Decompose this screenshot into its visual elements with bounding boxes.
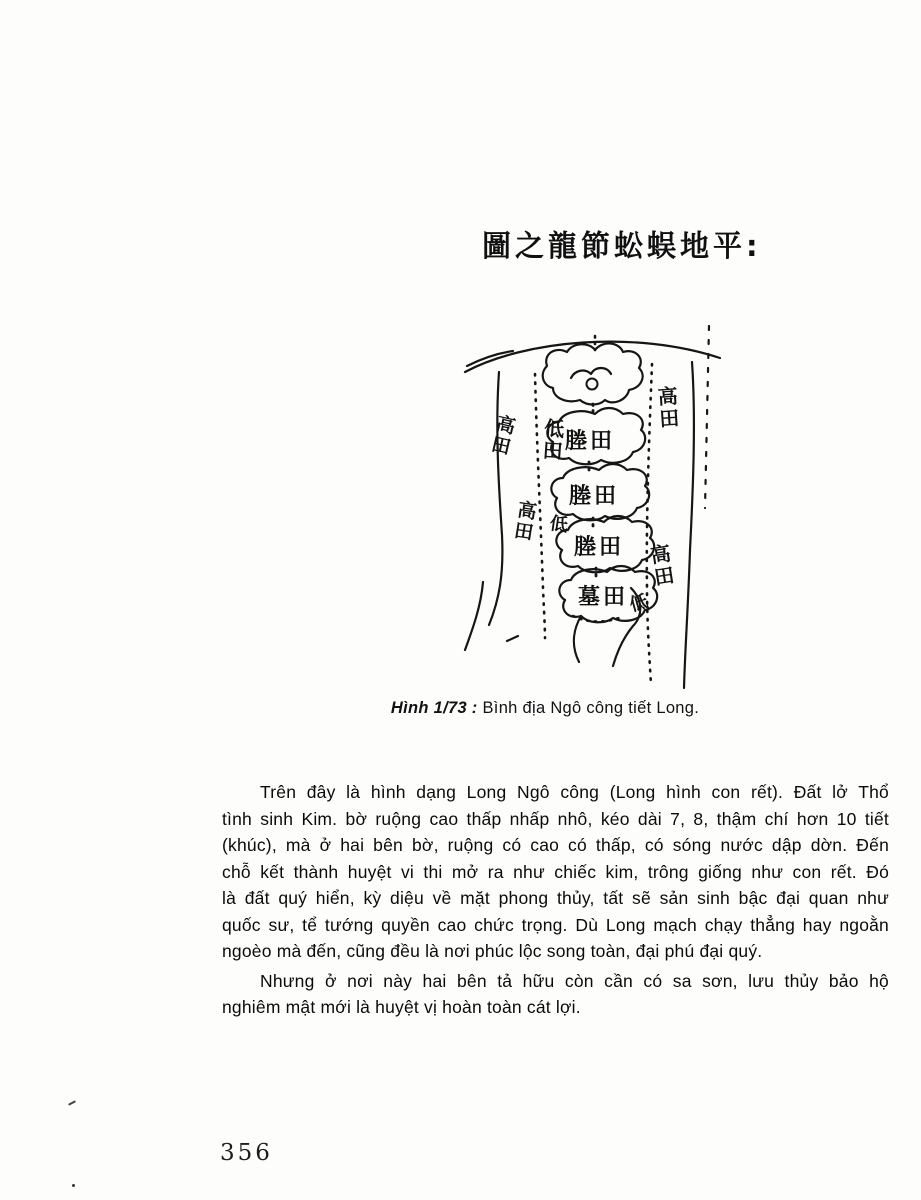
- body-text-line: là đất quý hiển, kỳ diệu về mặt phong thủy, tất sẽ sản sinh bậc đại quan như: [222, 888, 889, 908]
- field-label-high-right-bottom: 高田: [645, 542, 677, 590]
- body-text: [222, 779, 889, 1021]
- left-boundary-line: [489, 372, 502, 625]
- segment-label-3: 塍田: [574, 535, 625, 560]
- body-text-line: chỗ kết thành huyệt vi thi mở ra như chiếc kim, trông giống như con rết. Đó: [222, 861, 889, 882]
- right-boundary-line: [684, 362, 694, 688]
- body-text-line: ngoèo mà đến, cũng đều là nơi phúc lộc song toàn, đại phú đại quý.: [222, 941, 763, 961]
- field-label-low-left-mid: 低: [545, 512, 570, 536]
- huyet-point-circle: [587, 379, 598, 390]
- figure-caption: [300, 699, 790, 718]
- field-label-high-left-mid: 高田: [509, 498, 539, 544]
- body-text-line: quốc sư, tể tướng quyền cao chức trọng. Dù Long mạch chạy thẳng hay ngoằn: [222, 914, 889, 935]
- body-text-line: nghiêm mật mới là huyệt vị hoàn toàn cát lợi.: [222, 997, 581, 1017]
- segment-label-1: 塍田: [565, 429, 616, 454]
- left-small-tick: [507, 636, 518, 641]
- page-number: 356: [220, 1140, 273, 1166]
- scan-artifact-dot: [72, 1184, 75, 1187]
- horizon-arc-understroke: [467, 351, 513, 366]
- diagram-title-cjk: 圖之龍節蚣蜈地平:: [482, 228, 762, 264]
- body-text-line: (khúc), mà ở hai bên bờ, ruộng có cao có thấp, có sóng nước dập dờn. Đến: [222, 835, 889, 855]
- segment-label-4: 墓田: [578, 585, 629, 610]
- fengshui-diagram: [455, 320, 735, 692]
- field-label-high-left-top: 高田: [486, 412, 518, 459]
- field-label-low-left-top: 低田: [538, 417, 566, 463]
- left-boundary-tail: [465, 582, 483, 650]
- body-text-line: tình sinh Kim. bờ ruộng cao thấp nhấp nhô, kéo dài 7, 8, thậm chí hơn 10 tiết: [222, 808, 889, 829]
- tail-left-line: [574, 616, 581, 662]
- body-paragraph-2: [222, 968, 889, 1021]
- field-label-high-right-top: 高田: [653, 385, 681, 431]
- body-text-line: Nhưng ở nơi này hai bên tả hữu còn cần có sa sơn, lưu thủy bảo hộ: [260, 970, 889, 991]
- segment-label-2: 塍田: [569, 484, 620, 509]
- scan-artifact-dash: [68, 1100, 76, 1106]
- dragon-head-outline: [543, 343, 643, 404]
- field-label-low-tail: 低: [624, 591, 651, 617]
- body-paragraph-1: [222, 779, 889, 965]
- figure-caption-number: Hình 1/73 :: [390, 699, 478, 717]
- body-text-line: Trên đây là hình dạng Long Ngô công (Long hình con rết). Đất lở Thổ: [260, 782, 889, 802]
- figure-caption-text: Bình địa Ngô công tiết Long.: [482, 699, 700, 717]
- dragon-head-inner-curve: [571, 368, 611, 378]
